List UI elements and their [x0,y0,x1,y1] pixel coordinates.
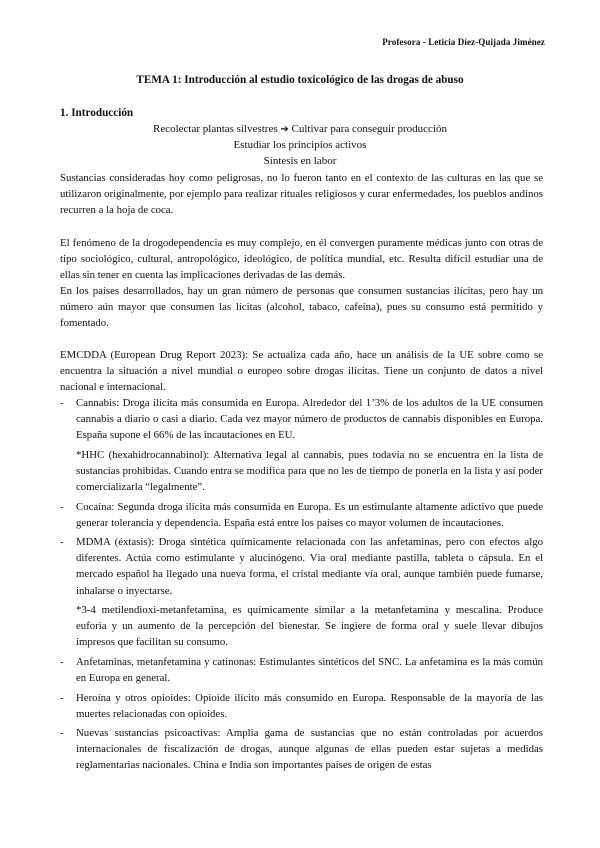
list-item-heroin [60,690,543,722]
flow-line-2: Estudiar los principios activos [233,139,367,151]
paragraph-1: Sustancias consideradas hoy como peligrosas, no lo fueron tanto en el contexto de las culturas en las que se utilizaron originalmente, por ejemplo para realizar rituales religiosos y curar enfermedades, los pueblos andinos recurren a la hoja de coca. [60,172,543,217]
list-note-mdma: *3-4 metilendioxi-metanfetamina, es químicamente similar a la metanfetamina y mescalina. Produce euforia y un aumento de la percepción del bienestar. Se ingiere de forma oral y suele llevar dibujos impresos que facilitan su consumo. [76,604,543,649]
list-dash: - [60,691,64,704]
flow-step-collect: Recolectar plantas silvestres [153,123,278,135]
list-item-text: Nuevas sustancias psicoactivas: Amplia gama de sustancias que no están controladas por acuerdos internacionales de fiscalización de drogas, aunque algunas de ellas pueden estar sujetas a medidas reglamentarias nacionales. China e India son importantes países de origen de estas [76,727,543,772]
flow-line-3: Síntesis en labor [263,155,337,167]
section-heading: 1. Introducción [60,107,134,119]
list-item-nps [60,725,543,773]
list-dash: - [60,727,64,740]
list-item-text: Heroína y otros opioides: Opioide ilícito más consumido en Europa. Responsable de la mayoría de las muertes relacionadas con opioides. [76,691,543,720]
list-item-mdma [60,534,543,598]
paragraph-3: En los países desarrollados, hay un gran número de personas que consumen sustancias ilícitas, pero hay un número aún mayor que consumen las lícitas (alcohol, tabaco, cafeína), pues su consumo está permitido y fomentado. [60,285,543,330]
paragraph-2: El fenómeno de la drogodependencia es muy complejo, en él convergen puramente médicas junto con otras de tipo sociológico, cultural, antropológico, ideológico, de política mundial, etc. Resulta difícil estudiar una de ellas sin tener en cuenta las implicaciones derivadas de las demás. [60,237,543,282]
list-item-text: Anfetaminas, metanfetamina y catinonas: Estimulantes sintéticos del SNC. La anfetamina es la más común en Europa en general. [76,655,543,684]
paragraph-4: EMCDDA (European Drug Report 2023): Se actualiza cada año, hace un análisis de la UE sobre como se encuentra la situación a nivel mundial o europeo sobre drogas ilícitas. Tiene un conjunto de datos a nivel nacional e internacional. [60,349,543,394]
list-item-text: MDMA (éxtasis): Droga sintética químicamente relacionada con las anfetaminas, pero con efectos algo diferentes. Actúa como estimulante y alucinógeno. Vía oral mediante pastilla, tableta o cápsula. En el mercado español ha llegado una nueva forma, el cristal mediante vía oral, aunque también puede fumarse, inhalarse o inyectarse. [76,536,543,597]
list-dash: - [60,655,64,668]
list-dash: - [60,536,64,549]
list-item-amphetamines [60,654,543,686]
arrow-right-icon: ➔ [280,124,289,135]
flow-line-1 [0,123,600,135]
header-author: Profesora - Leticia Díez-Quijada Jiménez [382,37,545,47]
list-note-hhc: *HHC (hexahidrocannabinol): Alternativa legal al cannabis, pues todavía no se encuentra en la lista de sustancias prohibidas. Cuando entra se modifica para que no les de tiempo de ponerla en la lista y así poder comercializarla “legalmente”. [76,448,543,493]
list-dash: - [60,397,64,409]
drug-list [60,395,543,777]
page-title: TEMA 1: Introducción al estudio toxicológico de las drogas de abuso [136,74,464,86]
list-item-text: Cocaína: Segunda droga ilícita más consumida en Europa. Es un estimulante altamente adictivo que puede generar tolerancia y dependencia. España está entre los países co mayor volumen de incautaciones. [76,500,543,529]
list-item-cannabis [60,395,543,443]
list-item-cocaine [60,499,543,531]
list-item-text: Cannabis: Droga ilícita más consumida en Europa. Alrededor del 1’3% de los adultos de la UE consumen cannabis a diario o casi a diario. Cada vez mayor número de productos de cannabis disponibles en Europa. España supone el 66% de las incautaciones en EU. [76,397,543,442]
flow-step-cultivate: Cultivar para conseguir producción [291,123,447,135]
list-dash: - [60,500,64,513]
